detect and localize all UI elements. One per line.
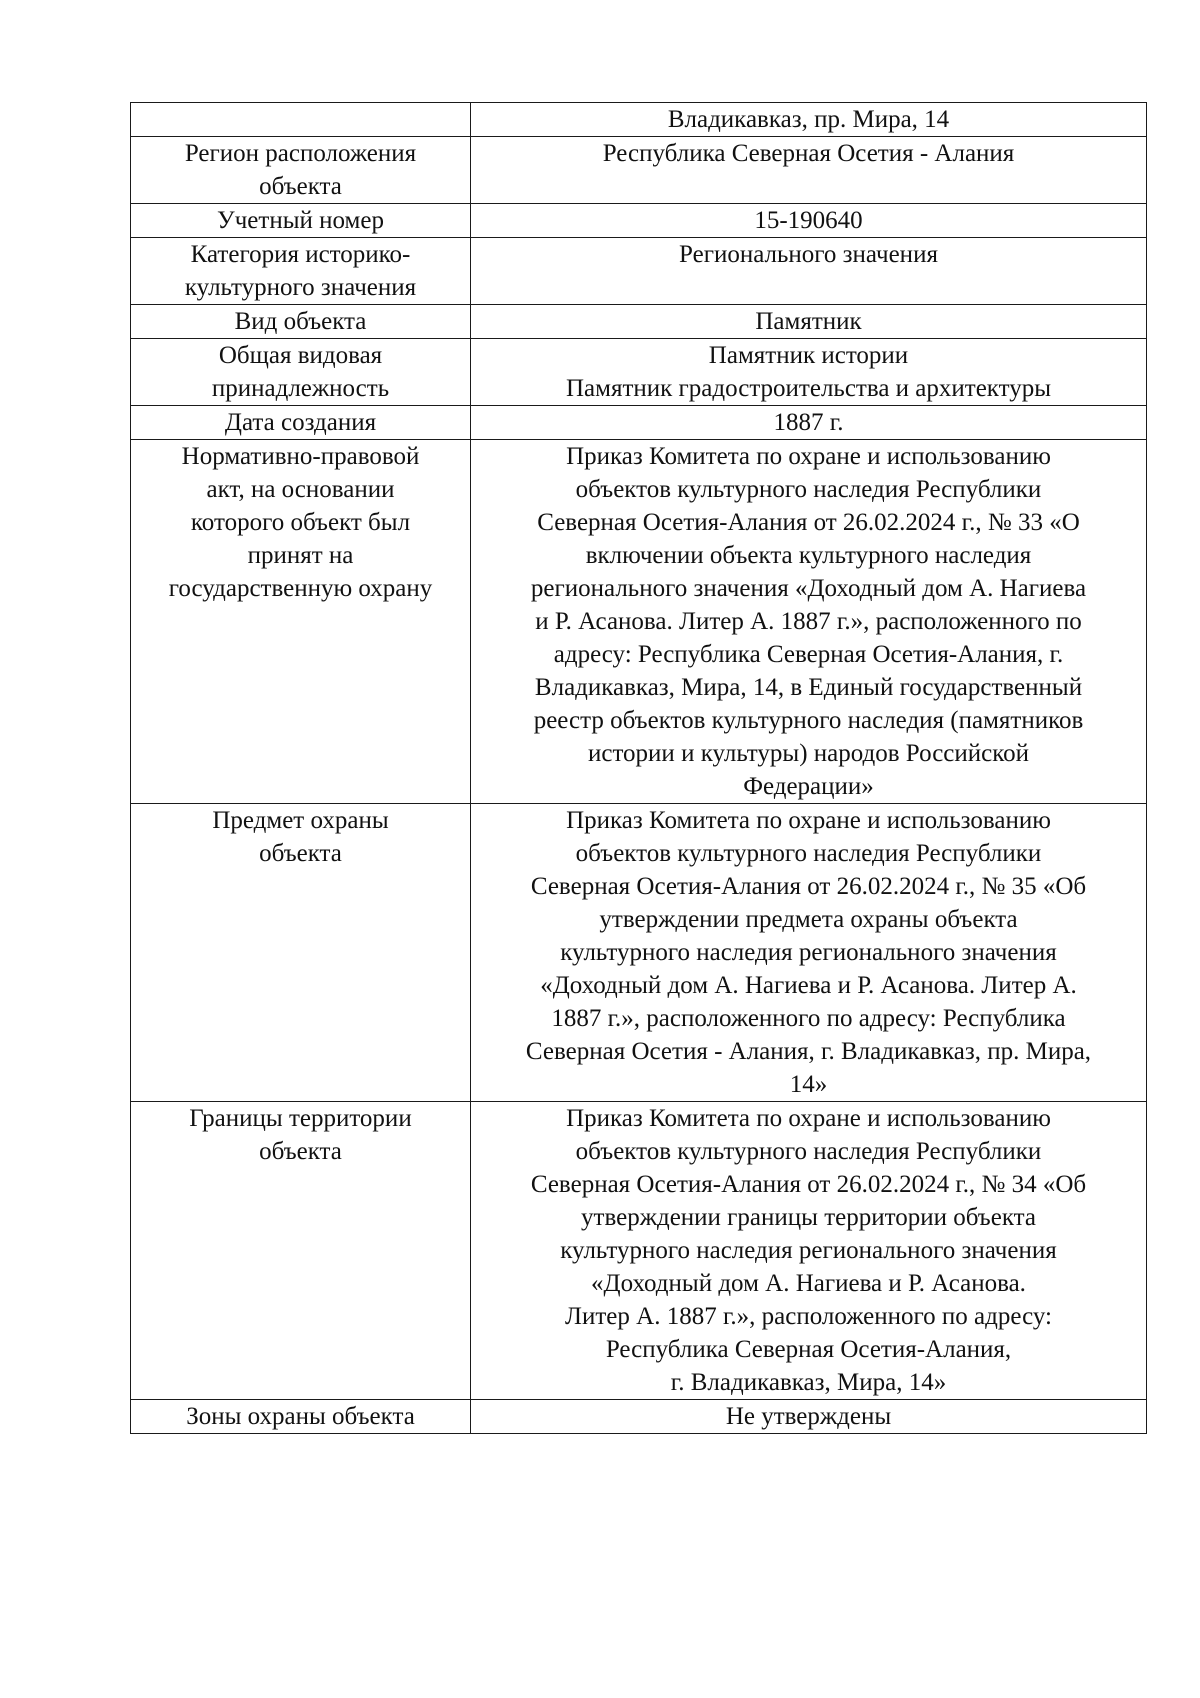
- table-row: [131, 238, 1147, 305]
- table-row: [131, 137, 1147, 204]
- row-value-region: Республика Северная Осетия - Алания: [471, 137, 1147, 204]
- row-value-protection-subject: Приказ Комитета по охране и использованию объектов культурного наследия Республики Северная Осетия-Алания от 26.02.2024 г., № 35 «Об утверждении предмета охраны объекта культурного наследия регионального значения «Доходный дом А. Нагиева и Р. Асанова. Литер А. 1887 г.», расположенного по адресу: Республика Северная Осетия - Алания, г. Владикавказ, пр. Мира, 14»: [471, 804, 1147, 1102]
- table-row: [131, 204, 1147, 238]
- row-label: Нормативно-правовой акт, на основании которого объект был принят на государственную охрану: [131, 440, 471, 804]
- row-value-object-type: Памятник: [471, 305, 1147, 339]
- row-value-registry-number: 15-190640: [471, 204, 1147, 238]
- table-row: [131, 1400, 1147, 1434]
- row-label: Предмет охраны объекта: [131, 804, 471, 1102]
- table-row: [131, 305, 1147, 339]
- row-label: Учетный номер: [131, 204, 471, 238]
- row-label: Границы территории объекта: [131, 1102, 471, 1400]
- heritage-object-table: [130, 102, 1147, 1434]
- table-row: [131, 103, 1147, 137]
- row-label: Регион расположения объекта: [131, 137, 471, 204]
- row-label: Категория историко- культурного значения: [131, 238, 471, 305]
- table-row: [131, 406, 1147, 440]
- row-value-protection-zones: Не утверждены: [471, 1400, 1147, 1434]
- row-label: Общая видовая принадлежность: [131, 339, 471, 406]
- table-row: [131, 440, 1147, 804]
- row-label: Дата создания: [131, 406, 471, 440]
- row-value-address: Владикавказ, пр. Мира, 14: [471, 103, 1147, 137]
- row-label: [131, 103, 471, 137]
- row-value-creation-date: 1887 г.: [471, 406, 1147, 440]
- table-row: [131, 1102, 1147, 1400]
- row-value-territory-boundaries: Приказ Комитета по охране и использованию объектов культурного наследия Республики Северная Осетия-Алания от 26.02.2024 г., № 34 «Об утверждении границы территории объекта культурного наследия регионального значения «Доходный дом А. Нагиева и Р. Асанова. Литер А. 1887 г.», расположенного по адресу: Республика Северная Осетия-Алания, г. Владикавказ, Мира, 14»: [471, 1102, 1147, 1400]
- row-value-kind: Памятник истории Памятник градостроительства и архитектуры: [471, 339, 1147, 406]
- row-value-legal-act: Приказ Комитета по охране и использованию объектов культурного наследия Республики Северная Осетия-Алания от 26.02.2024 г., № 33 «О включении объекта культурного наследия регионального значения «Доходный дом А. Нагиева и Р. Асанова. Литер А. 1887 г.», расположенного по адресу: Республика Северная Осетия-Алания, г. Владикавказ, Мира, 14, в Единый государственный реестр объектов культурного наследия (памятников истории и культуры) народов Российской Федерации»: [471, 440, 1147, 804]
- row-value-category: Регионального значения: [471, 238, 1147, 305]
- row-label: Вид объекта: [131, 305, 471, 339]
- table-row: [131, 339, 1147, 406]
- document-page: [130, 102, 1146, 1434]
- row-label: Зоны охраны объекта: [131, 1400, 471, 1434]
- table-row: [131, 804, 1147, 1102]
